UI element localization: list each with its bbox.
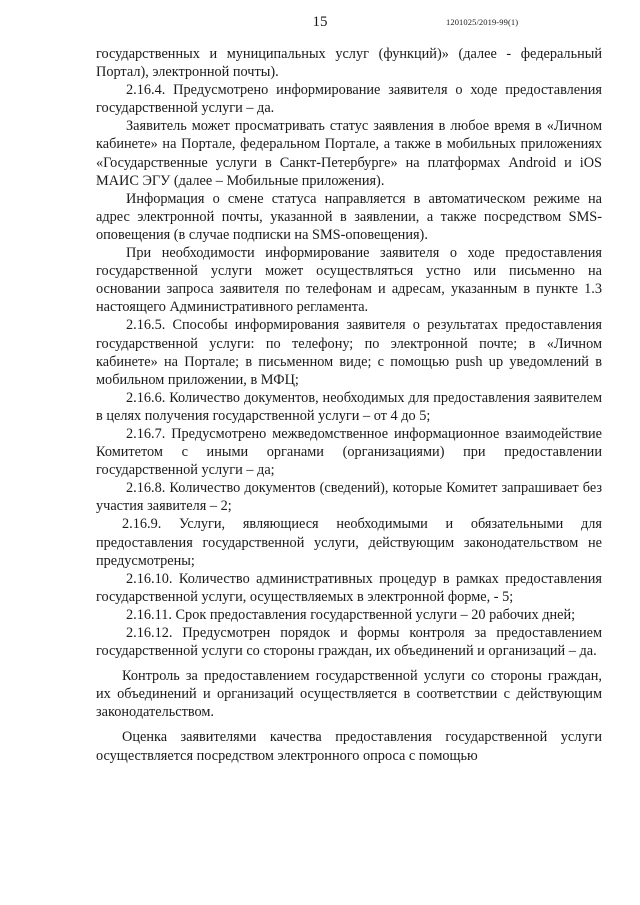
paragraph-2-16-9: 2.16.9. Услуги, являющиеся необходимыми и обязательными для предоставления государственной услуги, действующим законодательством не предусмотрены;: [96, 516, 602, 569]
paragraph-control: Контроль за предоставлением государственной услуги со стороны граждан, их объединений и организаций осуществляется в соответствии с действующим законодательством.: [96, 668, 602, 721]
document-body: [96, 45, 602, 765]
paragraph-portal-continuation: государственных и муниципальных услуг (функций)» (далее - федеральный Портал), электронной почты).: [96, 46, 602, 81]
paragraph-status-notification: Информация о смене статуса направляется в автоматическом режиме на адрес электронной почты, указанной в заявлении, а также посредством SMS-оповещения (в случае подписки на SMS-оповещения).: [96, 190, 602, 243]
paragraph-2-16-5: 2.16.5. Способы информирования заявителя о результатах предоставления государственной услуги: по телефону; по электронной почте; в «Личном кабинете» на Портале; в письменном виде; с помощью push up уведомлений в мобильном приложении, в МФЦ;: [96, 317, 602, 388]
paragraph-2-16-6: 2.16.6. Количество документов, необходимых для предоставления заявителем в целях получения государственной услуги – от 4 до 5;: [96, 389, 602, 424]
paragraph-oral-written-info: При необходимости информирование заявителя о ходе предоставления государственной услуги может осуществляться устно или письменно на основании запроса заявителя по телефонам и адресам, указанным в пункте 1.3 настоящего Административного регламента.: [96, 245, 602, 316]
page-number: 15: [312, 14, 328, 30]
paragraph-status-view: Заявитель может просматривать статус заявления в любое время в «Личном кабинете» на Портале, федеральном Портале, а также в мобильных приложениях «Государственные услуги в Санкт-Петербурге» на платформах Android и iOS МАИС ЭГУ (далее – Мобильные приложения).: [96, 118, 602, 189]
paragraph-2-16-4: 2.16.4. Предусмотрено информирование заявителя о ходе предоставления государственной услуги – да.: [96, 82, 602, 117]
document-code: 1201025/2019-99(1): [446, 17, 519, 27]
paragraph-2-16-8: 2.16.8. Количество документов (сведений), которые Комитет запрашивает без участия заявителя – 2;: [96, 480, 602, 515]
paragraph-2-16-7: 2.16.7. Предусмотрено межведомственное информационное взаимодействие Комитетом с иными органами (организациями) при предоставлении государственной услуги – да;: [96, 425, 602, 479]
paragraph-2-16-11: 2.16.11. Срок предоставления государственной услуги – 20 рабочих дней;: [126, 606, 576, 623]
paragraph-2-16-12: 2.16.12. Предусмотрен порядок и формы контроля за предоставлением государственной услуги со стороны граждан, их объединений и организаций – да.: [96, 625, 602, 660]
paragraph-2-16-10: 2.16.10. Количество административных процедур в рамках предоставления государственной услуги, осуществляемых в электронной форме, - 5;: [96, 570, 602, 605]
paragraph-quality-assessment: Оценка заявителями качества предоставления государственной услуги осуществляется посредством электронного опроса с помощью: [96, 729, 602, 764]
